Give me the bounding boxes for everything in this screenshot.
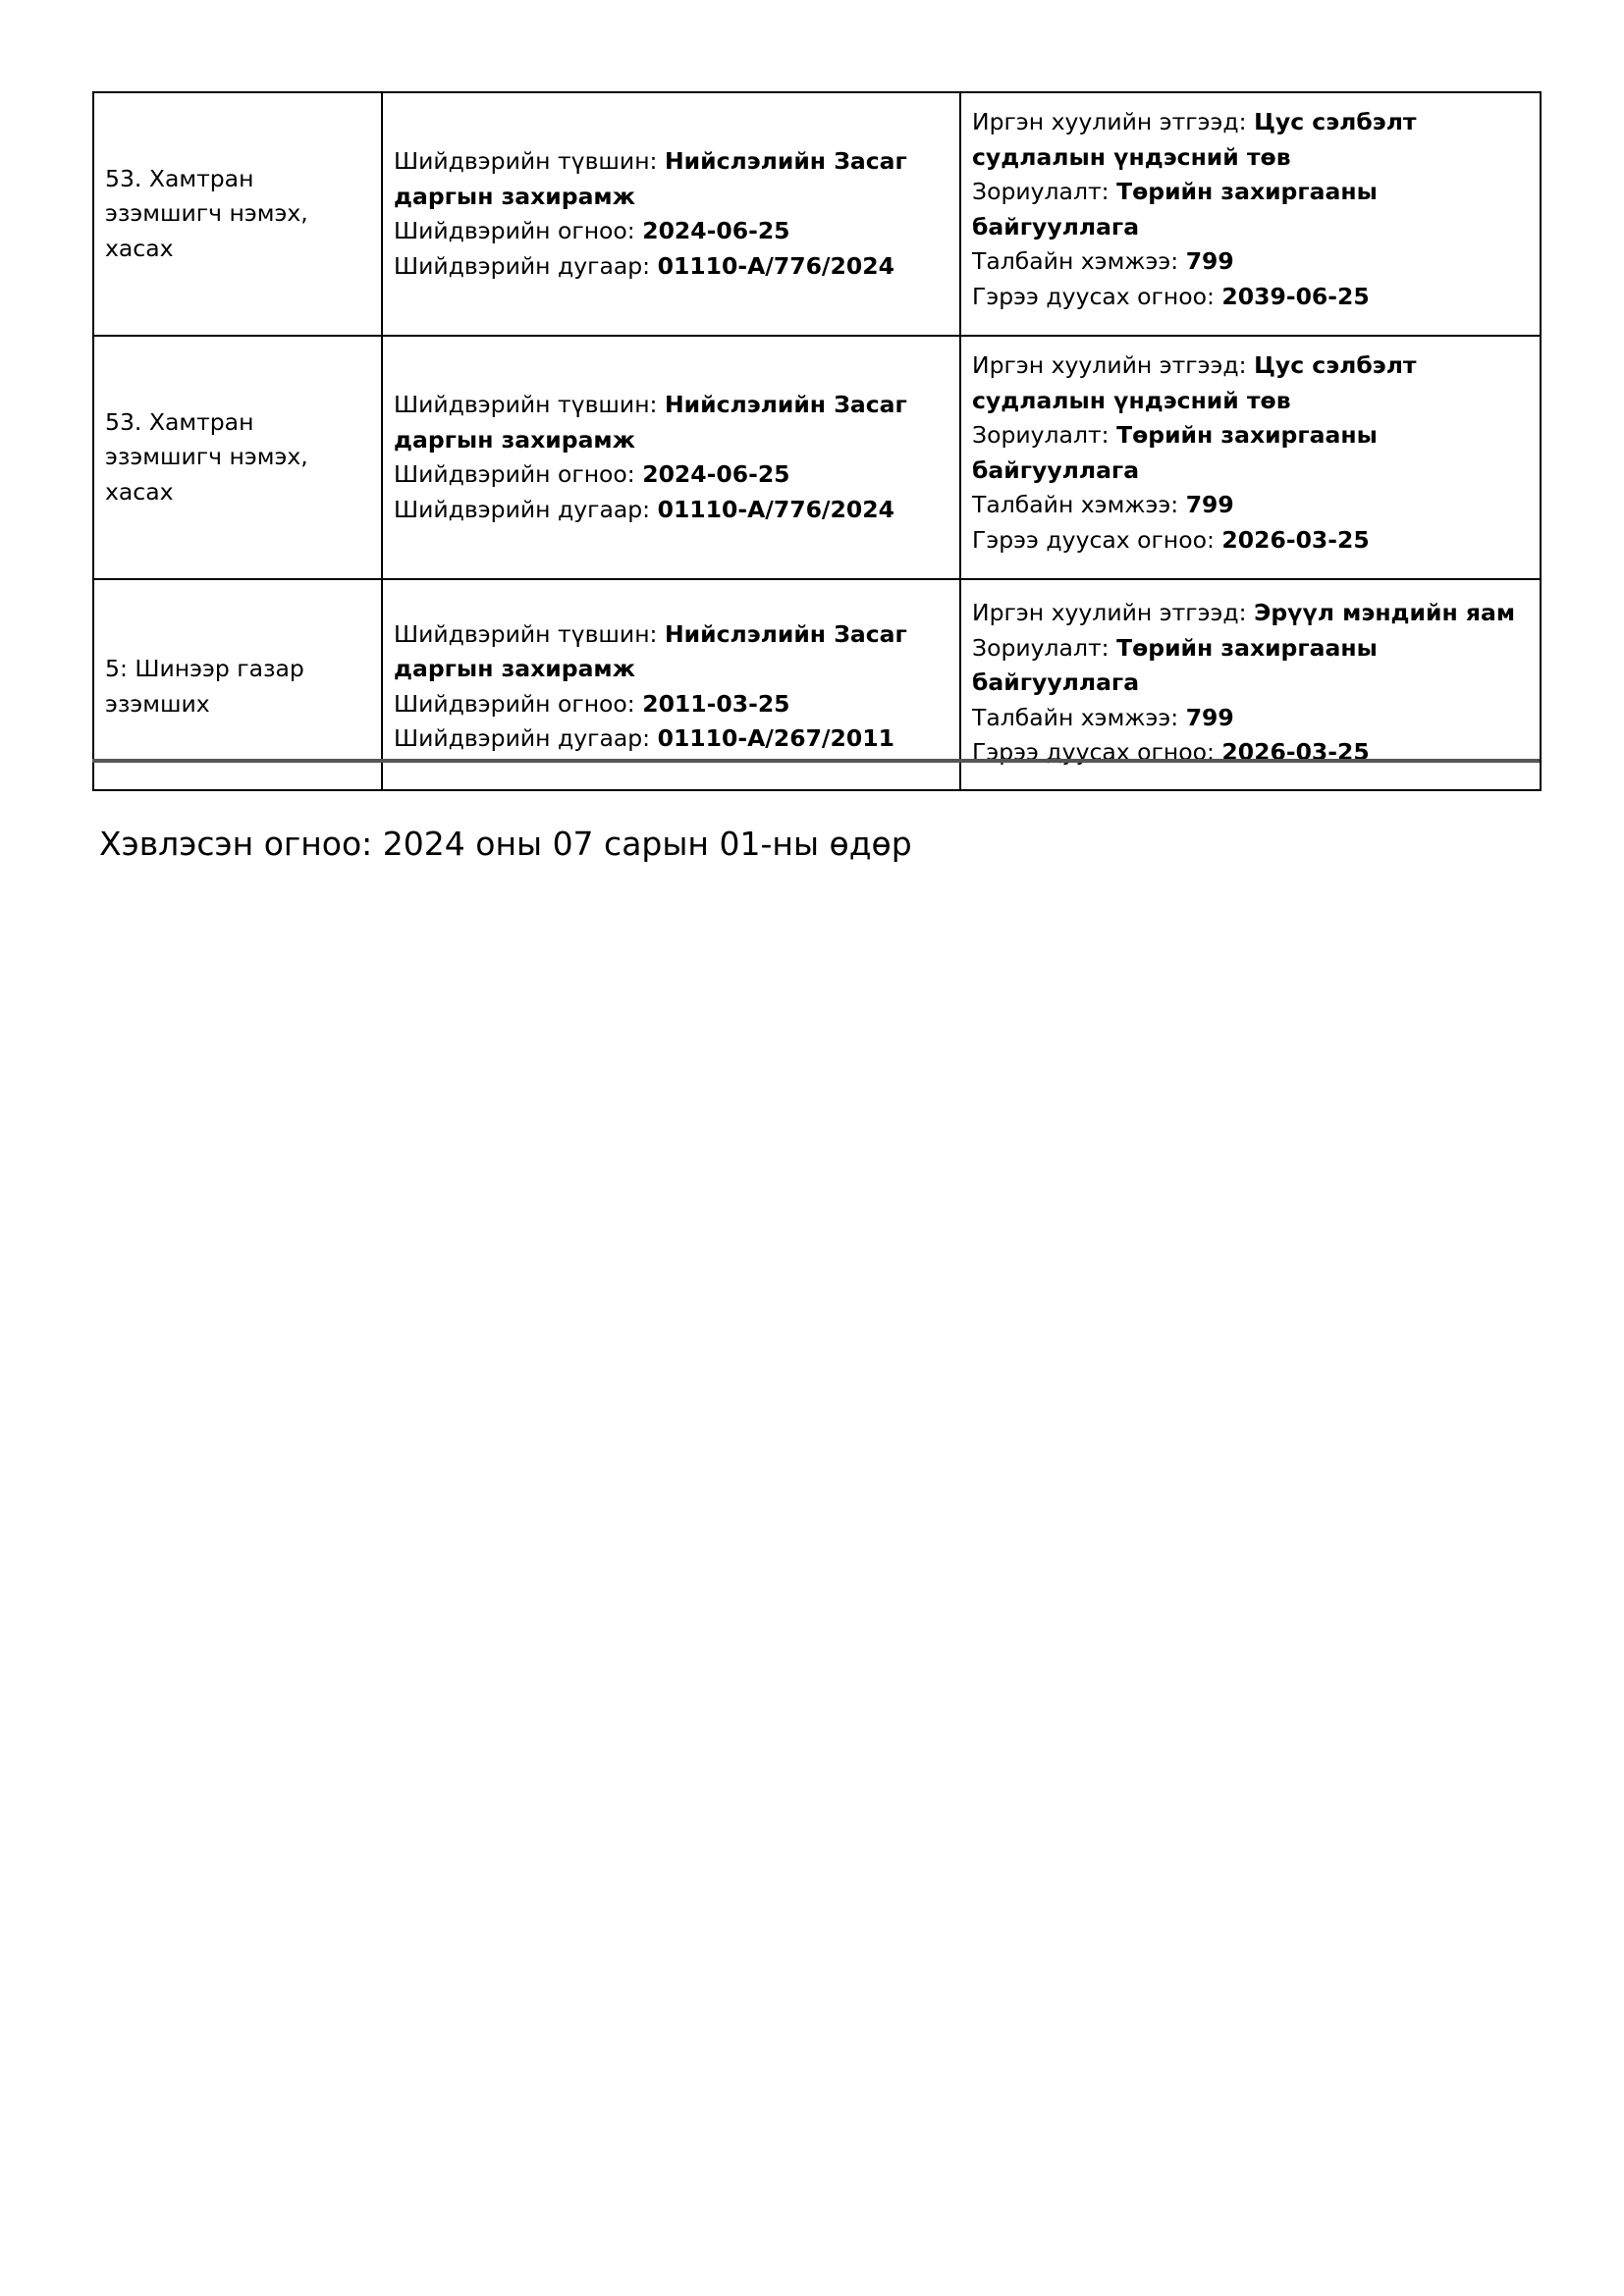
action-text: 53. Хамтран эзэмшигч нэмэх, хасах xyxy=(105,407,308,506)
area-label: Талбайн хэмжээ: xyxy=(972,703,1179,731)
action-text: 53. Хамтран эзэмшигч нэмэх, хасах xyxy=(105,164,308,262)
decision-date-label: Шийдвэрийн огноо: xyxy=(394,460,635,488)
action-cell xyxy=(93,92,382,336)
action-text: 5: Шинээр газар эзэмших xyxy=(105,655,304,718)
purpose-line xyxy=(972,175,1529,244)
entity-value: Цус сэлбэлт судлалын үндэсний төв xyxy=(972,108,1417,171)
decision-date-line xyxy=(394,214,948,249)
entity-label: Иргэн хуулийн этгээд: xyxy=(972,108,1247,135)
purpose-label: Зориулалт: xyxy=(972,633,1110,662)
contract-end-line xyxy=(972,280,1529,315)
land-records-table xyxy=(92,91,1542,791)
decision-date-value: 2024-06-25 xyxy=(642,217,790,244)
purpose-label: Зориулалт: xyxy=(972,178,1110,205)
decision-date-value: 2024-06-25 xyxy=(642,460,790,488)
purpose-value: Төрийн захиргааны байгууллага xyxy=(972,178,1378,240)
decision-level-label: Шийдвэрийн түвшин: xyxy=(394,619,658,648)
decision-number-line xyxy=(394,493,948,528)
decision-cell xyxy=(382,336,960,579)
contract-end-label: Гэрээ дуусах огноо: xyxy=(972,525,1215,554)
contract-end-label: Гэрээ дуусах огноо: xyxy=(972,282,1215,310)
decision-number-label: Шийдвэрийн дугаар: xyxy=(394,724,651,752)
decision-cell xyxy=(382,92,960,336)
decision-number-value: 01110-А/776/2024 xyxy=(657,251,894,280)
decision-number-label: Шийдвэрийн дугаар: xyxy=(394,251,651,280)
contract-end-line xyxy=(972,735,1529,771)
purpose-value: Төрийн захиргааны байгууллага xyxy=(972,421,1378,484)
entity-line xyxy=(972,105,1529,175)
entity-line xyxy=(972,348,1529,418)
action-cell xyxy=(93,336,382,579)
decision-level-line xyxy=(394,388,948,457)
decision-level-label: Шийдвэрийн түвшин: xyxy=(394,147,658,175)
area-label: Талбайн хэмжээ: xyxy=(972,491,1179,518)
table-row xyxy=(93,336,1541,579)
area-label: Талбайн хэмжээ: xyxy=(972,247,1179,275)
entity-value: Эрүүл мэндийн яам xyxy=(1254,599,1516,626)
purpose-line xyxy=(972,631,1529,701)
decision-number-value: 01110-А/267/2011 xyxy=(657,724,894,752)
decision-date-line xyxy=(394,687,948,722)
contract-end-line xyxy=(972,523,1529,559)
decision-number-line xyxy=(394,249,948,285)
area-line xyxy=(972,488,1529,523)
decision-date-label: Шийдвэрийн огноо: xyxy=(394,217,635,244)
printed-date: Хэвлэсэн огноо: 2024 оны 07 сарын 01-ны өдөр xyxy=(99,825,912,863)
decision-level-value: Нийслэлийн Засаг даргын захирамж xyxy=(394,147,907,210)
bottom-divider xyxy=(92,759,1540,763)
entity-label: Иргэн хуулийн этгээд: xyxy=(972,599,1247,626)
decision-date-line xyxy=(394,457,948,493)
contract-end-value: 2039-06-25 xyxy=(1221,282,1370,310)
contract-end-value: 2026-03-25 xyxy=(1221,738,1370,766)
decision-number-value: 01110-А/776/2024 xyxy=(657,495,894,523)
contract-end-value: 2026-03-25 xyxy=(1221,525,1370,554)
decision-number-line xyxy=(394,721,948,757)
entity-label: Иргэн хуулийн этгээд: xyxy=(972,351,1247,379)
purpose-value: Төрийн захиргааны байгууллага xyxy=(972,633,1378,696)
area-value: 799 xyxy=(1185,703,1234,731)
purpose-line xyxy=(972,418,1529,488)
purpose-label: Зориулалт: xyxy=(972,421,1110,449)
area-line xyxy=(972,701,1529,736)
entity-line xyxy=(972,596,1529,631)
decision-date-label: Шийдвэрийн огноо: xyxy=(394,689,635,718)
area-value: 799 xyxy=(1185,247,1234,275)
decision-date-value: 2011-03-25 xyxy=(642,689,790,718)
decision-level-value: Нийслэлийн Засаг даргын захирамж xyxy=(394,391,907,454)
decision-level-value: Нийслэлийн Засаг даргын захирамж xyxy=(394,619,907,682)
entity-value: Цус сэлбэлт судлалын үндэсний төв xyxy=(972,351,1417,414)
entity-cell xyxy=(960,92,1541,336)
decision-number-label: Шийдвэрийн дугаар: xyxy=(394,495,651,523)
entity-cell xyxy=(960,336,1541,579)
decision-level-line xyxy=(394,144,948,214)
contract-end-label: Гэрээ дуусах огноо: xyxy=(972,738,1215,766)
decision-level-label: Шийдвэрийн түвшин: xyxy=(394,391,658,418)
decision-level-line xyxy=(394,617,948,687)
area-value: 799 xyxy=(1185,491,1234,518)
area-line xyxy=(972,244,1529,280)
table-row xyxy=(93,92,1541,336)
